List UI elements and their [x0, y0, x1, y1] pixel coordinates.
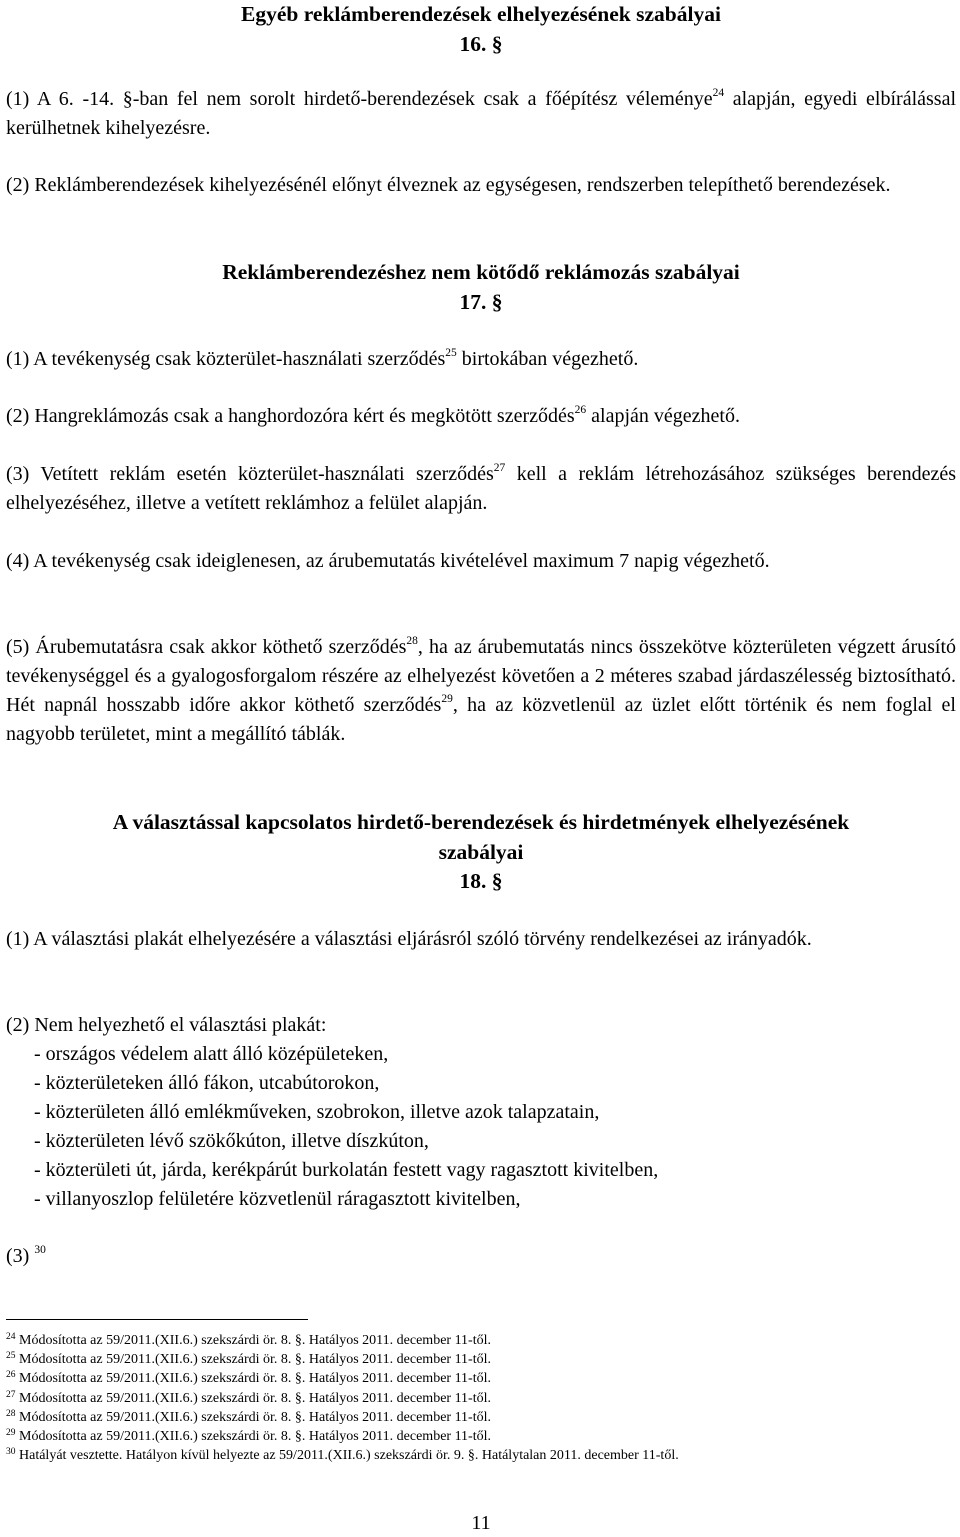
footnote-25: $^{25}$ Módosította az 59/2011.(XII.6.) szekszárdi ör. 8. §. Hatályos 2011. december 11-től. — [6, 1351, 491, 1368]
list-item: - közterületi út, járda, kerékpárút burkolatán festett vagy ragasztott kivitelben, — [34, 1159, 659, 1181]
list-item: - közterületen lévő szökőkúton, illetve díszkúton, — [34, 1130, 429, 1152]
footnote-ref-29[interactable]: 29 — [441, 693, 453, 705]
section-17-title: Reklámberendezéshez nem kötődő reklámozás szabályai — [222, 260, 740, 284]
section-16-heading — [6, 0, 956, 59]
section-18-paragraph-2-intro: (2) Nem helyezhető el választási plakát: — [6, 1014, 327, 1036]
list-item: - villanyoszlop felületére közvetlenül ráragasztott kivitelben, — [34, 1188, 521, 1210]
section-16-paragraph-1: (1) A 6. -14. §-ban fel nem sorolt hirdető-berendezések csak a főépítész véleménye$^{24}$ alapján, egyedi elbírálással kerülhetnek kihelyezésre. — [6, 87, 957, 139]
footnote-ref-28[interactable]: 28 — [406, 635, 418, 647]
section-16-paragraph-2: (2) Reklámberendezések kihelyezésénél előnyt élveznek az egységesen, rendszerben telepíthető berendezések. — [6, 174, 891, 196]
footnote-29: $^{29}$ Módosította az 59/2011.(XII.6.) szekszárdi ör. 8. §. Hatályos 2011. december 11-től. — [6, 1428, 491, 1445]
footnote-ref-27[interactable]: 27 — [493, 462, 506, 474]
page-number: 11 — [471, 1512, 491, 1534]
section-17-paragraph-1: (1) A tevékenység csak közterület-használati szerződés$^{25}$ birtokában végezhető. — [6, 347, 639, 370]
footnote-ref-25[interactable]: 25 — [445, 347, 457, 359]
footnote-ref-30[interactable]: 30 — [34, 1244, 46, 1256]
section-16-number: 16. § — [459, 31, 503, 56]
section-17-heading — [6, 258, 956, 317]
footnote-24: $^{24}$ Módosította az 59/2011.(XII.6.) szekszárdi ör. 8. §. Hatályos 2011. december 11-től. — [6, 1332, 491, 1348]
section-18-title-line-1: A választással kapcsolatos hirdető-berendezések és hirdetmények elhelyezésének — [112, 810, 850, 834]
section-16-title: Egyéb reklámberendezések elhelyezésének szabályai — [241, 2, 721, 26]
section-17-paragraph-5: (5) Árubemutatásra csak akkor köthető szerződés$^{28}$, ha az árubemutatás nincs összekötve közterületen végzett árusító tevékenységgel és a gyalogosforgalom részére az elhelyezést követően a 2 méteres szabad járdaszélesség biztosítható. Hét napnál hosszabb időre akkor köthető szerződés$^{29}$, ha az közvetlenül az üzlet előtt történik és nem foglal el nagyobb területet, mint a megállító táblák. — [6, 635, 956, 745]
section-17-number: 17. § — [459, 289, 503, 314]
section-17-paragraph-2: (2) Hangreklámozás csak a hanghordozóra kért és megkötött szerződés$^{26}$ alapján végezhető. — [6, 404, 740, 427]
footnote-30: $^{30}$ Hatályát vesztette. Hatályon kívül helyezte az 59/2011.(XII.6.) szekszárdi ör. 9. §. Hatálytalan 2011. december 11-től. — [6, 1447, 679, 1464]
footnote-27: $^{27}$ Módosította az 59/2011.(XII.6.) szekszárdi ör. 8. §. Hatályos 2011. december 11-től. — [6, 1389, 491, 1406]
list-item: - országos védelem alatt álló középületeken, — [34, 1043, 389, 1065]
footnote-26: $^{26}$ Módosította az 59/2011.(XII.6.) szekszárdi ör. 8. §. Hatályos 2011. december 11-től. — [6, 1370, 491, 1387]
footnote-ref-26[interactable]: 26 — [574, 404, 587, 416]
section-18-number: 18. § — [459, 869, 503, 893]
section-18-heading — [6, 808, 956, 897]
footnotes — [6, 1331, 956, 1465]
section-18-paragraph-1: (1) A választási plakát elhelyezésére a választási eljárásról szóló törvény rendelkezései az irányadók. — [6, 928, 812, 950]
section-18-title-line-2: szabályai — [438, 839, 524, 864]
section-18-paragraph-3: (3) $^{30}$ — [6, 1244, 46, 1267]
footnote-ref-24[interactable]: 24 — [712, 87, 725, 99]
prohibited-locations-list — [34, 1040, 934, 1214]
list-item: - közterületen álló emlékműveken, szobrokon, illetve azok talapzatain, — [34, 1101, 600, 1123]
section-17-paragraph-3: (3) Vetített reklám esetén közterület-használati szerződés$^{27}$ kell a reklám létrehozásához szükséges berendezés elhelyezéséhez, illetve a vetített reklámhoz a felület alapján. — [6, 462, 956, 514]
footnote-separator — [6, 1319, 308, 1320]
footnote-28: $^{28}$ Módosította az 59/2011.(XII.6.) szekszárdi ör. 8. §. Hatályos 2011. december 11-től. — [6, 1408, 491, 1425]
section-17-paragraph-4: (4) A tevékenység csak ideiglenesen, az árubemutatás kivételével maximum 7 napig végezhető. — [6, 550, 770, 572]
list-item: - közterületeken álló fákon, utcabútorokon, — [34, 1072, 380, 1094]
